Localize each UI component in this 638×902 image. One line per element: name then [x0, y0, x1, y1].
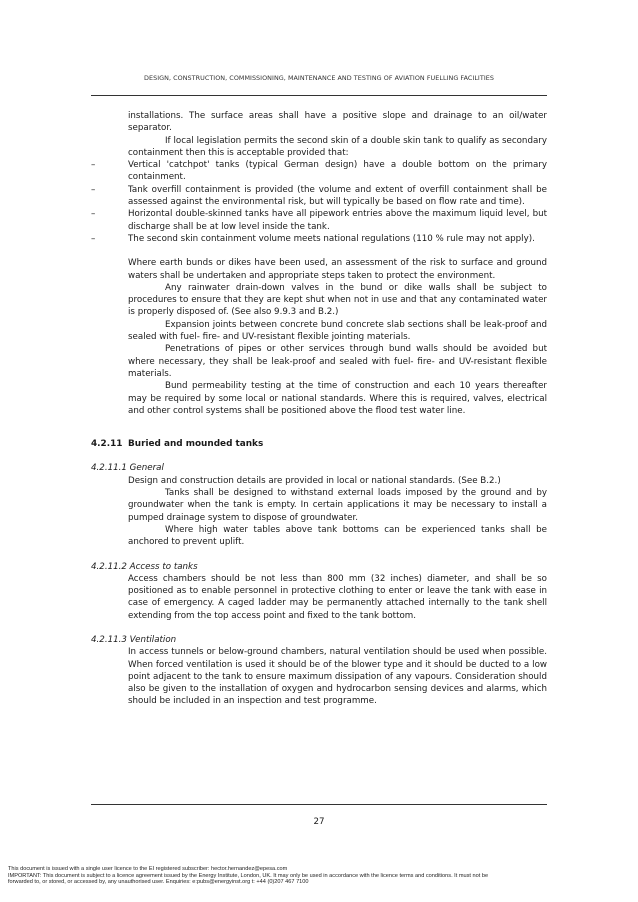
page-body [91, 110, 547, 708]
footer-rule [91, 804, 547, 805]
paragraph: In access tunnels or below-ground chambers, natural ventilation should be used when possible. When forced ventilation is used it should be of the blower type and it should be ducted to a low point adjacent to the tank to ensure maximum dissipation of any vapours. Consideration should also be given to the installation of oxygen and hydrocarbon sensing devices and alarms, which should be included in an inspection and test programme. [128, 647, 547, 707]
paragraph: installations. The surface areas shall have a positive slope and drainage to an oil/water separator. [128, 111, 547, 134]
paragraph: Expansion joints between concrete bund concrete slab sections shall be leak-proof and sealed with fuel- fire- and UV-resistant flexible jointing materials. [128, 319, 547, 343]
footer-line: forwarded to, or stored, or accessed by, any unauthorised user. Enquiries: e:pubs@energyinst.org t: +44 (0)207 467 7100 [8, 879, 309, 886]
paragraph: Access chambers should be not less than 800 mm (32 inches) diameter, and shall be so positioned as to enable personnel in protective clothing to enter or leave the tank with ease in case of emergency. A caged ladder may be permanently attached internally to the tank shell extending from the top access point and fixed to the tank bottom. [128, 573, 547, 621]
subsection-heading-ventilation: 4.2.11.3 Ventilation [91, 634, 177, 645]
paragraph: Design and construction details are provided in local or national standards. (See B.2.) [128, 475, 501, 486]
paragraph: Where earth bunds or dikes have been used, an assessment of the risk to surface and ground waters shall be undertaken and appropriate steps taken to protect the environment. [128, 258, 547, 281]
paragraph: Where high water tables above tank bottoms can be experienced tanks shall be anchored to prevent uplift. [128, 524, 547, 548]
paragraph: Bund permeability testing at the time of construction and each 10 years thereafter may be required by some local or national standards. Where this is required, valves, electrical and other control systems shall be positioned above the flood test water line. [128, 381, 547, 416]
intro-block [128, 110, 547, 159]
section-title: Buried and mounded tanks [128, 439, 264, 450]
subsection-heading-access: 4.2.11.2 Access to tanks [91, 561, 198, 572]
dash-marker: – [91, 184, 96, 195]
paragraph: If local legislation permits the second skin of a double skin tank to qualify as secondary containment then this is acceptable provided that: [128, 135, 547, 158]
list-item-text: The second skin containment volume meets national regulations (110 % rule may not apply). [128, 233, 535, 244]
page-number: 27 [313, 817, 325, 827]
dash-marker: – [91, 209, 96, 220]
dash-marker: – [91, 160, 96, 171]
licence-footer [8, 866, 634, 886]
bunds-block [128, 257, 547, 417]
paragraph: Any rainwater drain-down valves in the bund or dike walls shall be subject to procedures to ensure that they are kept shut when not in use and that any contaminated water is properly disposed of. (See also 9.9.3 and B.2.) [128, 282, 547, 318]
subsection-heading-general: 4.2.11.1 General [91, 463, 164, 474]
running-header: DESIGN, CONSTRUCTION, COMMISSIONING, MAINTENANCE AND TESTING OF AVIATION FUELLING FACILITIES [144, 74, 494, 82]
general-block [128, 475, 547, 549]
list-item-text: Vertical 'catchpot' tanks (typical German design) have a double bottom on the primary containment. [128, 160, 547, 183]
list-item-text: Tank overfill containment is provided (the volume and extent of overfill containment shall be assessed against the environmental risk, but will typically be based on flow rate and time). [128, 184, 547, 208]
section-number: 4.2.11 [91, 439, 123, 450]
paragraph: Penetrations of pipes or other services through bund walls should be avoided but where necessary, they shall be leak-proof and sealed with fuel- fire- and UV-resistant flexible materials. [128, 344, 547, 379]
access-block [128, 573, 547, 622]
dash-list [91, 159, 547, 245]
footer-line: This document is issued with a single user licence to the EI registered subscriber: hector.hernandez@epesa.com [8, 866, 288, 872]
section-heading [91, 438, 547, 450]
footer-line: IMPORTANT: This document is subject to a licence agreement issued by the Energy Institute, London, UK. It may only be used in accordance with the licence terms and conditions. It must not be [8, 872, 489, 879]
header-rule [91, 95, 547, 96]
dash-marker: – [91, 233, 96, 244]
list-item [91, 208, 547, 233]
paragraph: Tanks shall be designed to withstand external loads imposed by the ground and by groundwater when the tank is empty. In certain applications it may be necessary to install a pumped drainage system to dispose of groundwater. [128, 488, 547, 523]
ventilation-block [128, 646, 547, 707]
list-item [91, 159, 547, 184]
list-item [91, 233, 547, 245]
list-item [91, 184, 547, 209]
list-item-text: Horizontal double-skinned tanks have all pipework entries above the maximum liquid level, but discharge shall be at low level inside the tank. [128, 209, 547, 232]
